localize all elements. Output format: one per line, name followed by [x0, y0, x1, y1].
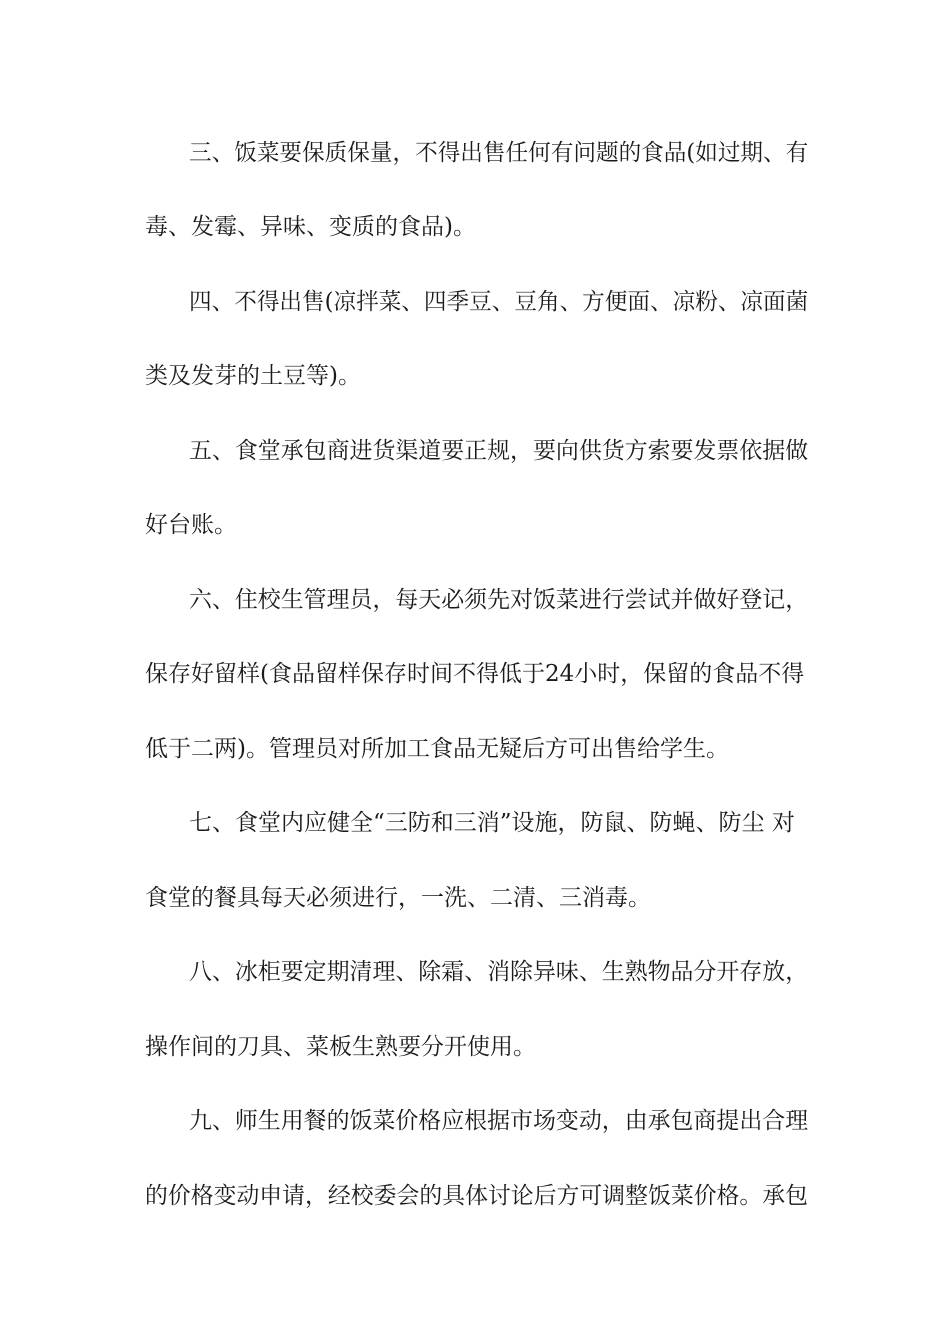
item-5-line-1: 五、食堂承包商进货渠道要正规，要向供货方索要发票依据做 — [189, 438, 809, 464]
item-7-line-1: 七、食堂内应健全“三防和三消”设施，防鼠、防蝇、防尘 对 — [189, 810, 795, 836]
item-6-line-3: 低于二两)。管理员对所加工食品无疑后方可出售给学生。 — [145, 736, 729, 762]
item-8-line-1: 八、冰柜要定期清理、除霜、消除异味、生熟物品分开存放， — [189, 959, 809, 985]
item-7-line-2: 食堂的餐具每天必须进行，一洗、二清、三消毒。 — [145, 885, 651, 911]
item-8-line-2: 操作间的刀具、菜板生熟要分开使用。 — [145, 1034, 536, 1060]
item-6-line-2: 保存好留样(食品留样保存时间不得低于24小时，保留的食品不得 — [145, 661, 805, 687]
item-9-line-1: 九、师生用餐的饭菜价格应根据市场变动，由承包商提出合理 — [189, 1108, 809, 1134]
item-4-line-2: 类及发芽的土豆等)。 — [145, 363, 361, 389]
item-5-line-2: 好台账。 — [145, 512, 237, 538]
item-9-line-2: 的价格变动申请，经校委会的具体讨论后方可调整饭菜价格。承包 — [145, 1183, 808, 1209]
item-3-line-1: 三、饭菜要保质保量，不得出售任何有问题的食品(如过期、有 — [189, 140, 809, 166]
item-4-line-1: 四、不得出售(凉拌菜、四季豆、豆角、方便面、凉粉、凉面菌 — [189, 289, 809, 315]
item-6-line-1: 六、住校生管理员，每天必须先对饭菜进行尝试并做好登记， — [189, 587, 809, 613]
item-3-line-2: 毒、发霉、异味、变质的食品)。 — [145, 214, 476, 240]
